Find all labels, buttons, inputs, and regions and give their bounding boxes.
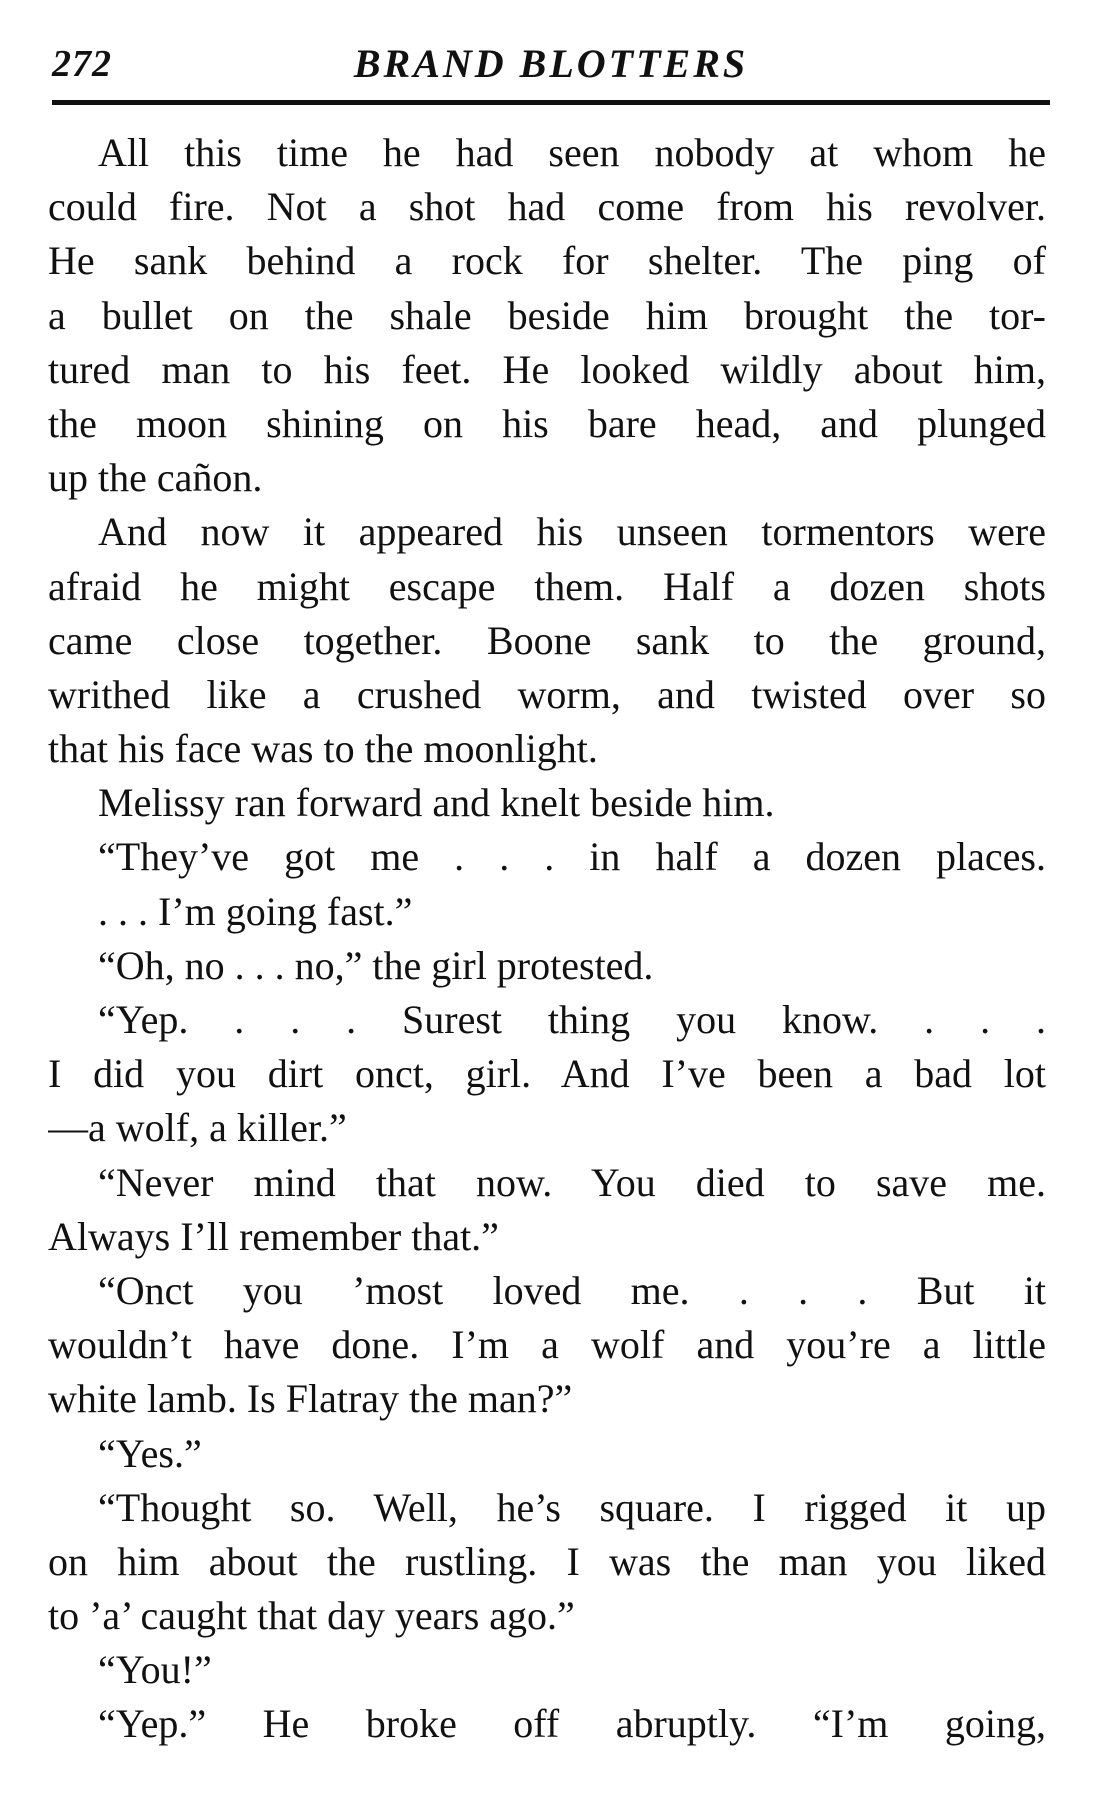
text-line: to ’a’ caught that day years ago.” [48, 1593, 575, 1639]
text-line: “Never mind that now. You died to save me. [98, 1159, 1046, 1205]
text-line: came close together. Boone sank to the ground, [48, 617, 1046, 663]
text-line: “Thought so. Well, he’s square. I rigged it up [98, 1484, 1046, 1530]
text-line: tured man to his feet. He looked wildly about him, [48, 346, 1046, 392]
text-line: white lamb. Is Flatray the man?” [48, 1376, 573, 1422]
text-line: “You!” [98, 1647, 212, 1693]
text-line: could fire. Not a shot had come from his revolver. [48, 184, 1046, 230]
text-line: He sank behind a rock for shelter. The ping of [48, 238, 1046, 284]
text-line: “Yep. . . . Surest thing you know. . . . [98, 997, 1046, 1042]
header-rule [52, 100, 1050, 105]
text-line: afraid he might escape them. Half a dozen shots [48, 563, 1046, 609]
page-number: 272 [52, 43, 112, 85]
text-line: writhed like a crushed worm, and twisted over so [48, 671, 1046, 717]
text-line: “They’ve got me . . . in half a dozen places. [98, 834, 1046, 880]
text-line: a bullet on the shale beside him brought the tor- [48, 292, 1046, 338]
text-line: on him about the rustling. I was the man you liked [48, 1538, 1046, 1584]
text-line: wouldn’t have done. I’m a wolf and you’re a little [48, 1322, 1046, 1368]
text-line: that his face was to the moonlight. [48, 726, 598, 772]
text-line: —a wolf, a killer.” [48, 1105, 347, 1151]
text-line: “Oh, no . . . no,” the girl protested. [98, 942, 654, 988]
body-text [48, 126, 1046, 1752]
text-line: Always I’ll remember that.” [48, 1213, 499, 1259]
text-line: “Onct you ’most loved me. . . . But it [98, 1267, 1046, 1313]
text-line: “Yep.” He broke off abruptly. “I’m going, [98, 1701, 1046, 1747]
text-line: the moon shining on his bare head, and plunged [48, 400, 1046, 446]
page-header [52, 38, 1050, 98]
text-line: All this time he had seen nobody at whom he [98, 130, 1046, 175]
running-head: BRAND BLOTTERS [353, 41, 749, 86]
text-line: . . . I’m going fast.” [98, 888, 413, 934]
text-line: Melissy ran forward and knelt beside him. [98, 780, 775, 826]
text-line: And now it appeared his unseen tormentors were [98, 509, 1046, 555]
text-line: I did you dirt onct, girl. And I’ve been a bad lot [48, 1051, 1046, 1097]
text-line: “Yes.” [98, 1430, 202, 1476]
text-line: up the cañon. [48, 455, 263, 501]
